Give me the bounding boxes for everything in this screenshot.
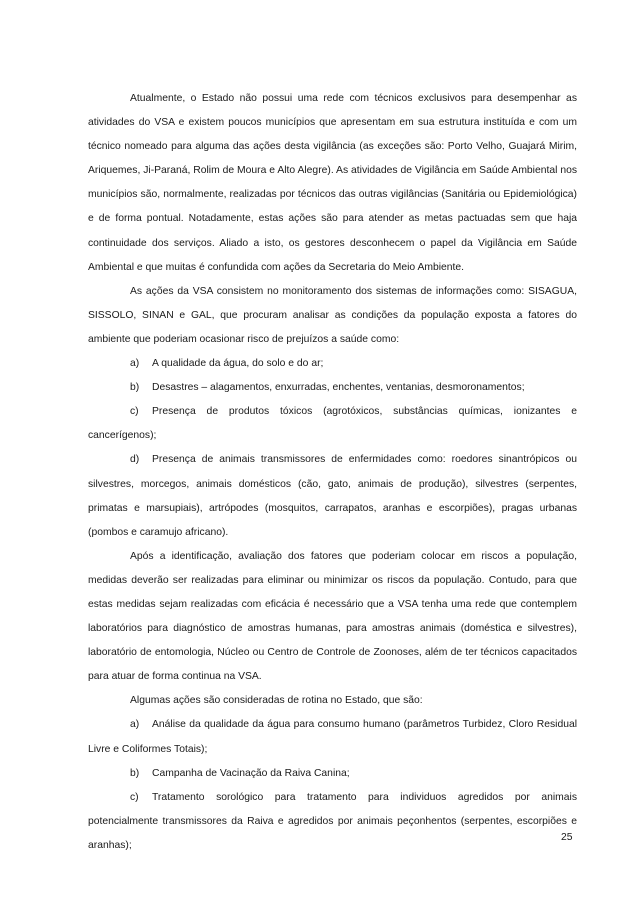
- list-item-text: Presença de animais transmissores de enfermidades como: roedores sinantrópicos ou silvestres, morcegos, animais domésticos (cão, gato, animais de produção), silvestres (serpentes, primatas e marsupiais), artrópodes (mosquitos, carrapatos, aranhas e escorpiões), pragas urbanas (pombos e caramujo africano).: [88, 454, 577, 538]
- list-item-text: Campanha de Vacinação da Raiva Canina;: [152, 767, 350, 779]
- list-item: [88, 376, 577, 400]
- page-body: [88, 87, 577, 858]
- paragraph-vsa-actions: As ações da VSA consistem no monitoramento dos sistemas de informações como: SISAGUA, SISSOLO, SINAN e GAL, que procuram analisar as condições da população exposta a fatores do ambiente que poderiam ocasionar risco de prejuízos a saúde como:: [88, 285, 577, 345]
- list-marker: a): [130, 358, 140, 370]
- list-item-text: Tratamento sorológico para tratamento para individuos agredidos por animais potencialmente transmissores da Raiva e agredidos por animais peçonhentos (serpentes, escorpiões e aranhas);: [88, 791, 577, 851]
- list-item: [88, 352, 577, 376]
- list-item-text: Análise da qualidade da água para consumo humano (parâmetros Turbidez, Cloro Residual Livre e Coliformes Totais);: [88, 719, 577, 755]
- list-item: [88, 713, 577, 761]
- page-number: 25: [561, 832, 573, 843]
- list-item: [88, 786, 577, 858]
- list-item: [88, 762, 577, 786]
- list-marker: c): [130, 406, 139, 418]
- list-item: [88, 448, 577, 544]
- list-item: [88, 400, 577, 448]
- list-marker: b): [130, 382, 140, 394]
- paragraph-vsa-network: Atualmente, o Estado não possui uma rede com técnicos exclusivos para desempenhar as atividades do VSA e existem poucos municípios que apresentam em sua estrutura instituída e com um técnico nomeado para alguma das ações desta vigilância (as exceções são: Porto Velho, Guajará Mirim, Ariquemes, Ji-Paraná, Rolim de Moura e Alto Alegre). As atividades de Vigilância em Saúde Ambiental nos municípios são, normalmente, realizadas por técnicos das outras vigilâncias (Sanitária ou Epidemiológica) e de forma pontual. Notadamente, estas ações são para atender as metas pactuadas sem que haja continuidade dos serviços. Aliado a isto, os gestores desconhecem o papel da Vigilância em Saúde Ambiental e que muitas é confundida com ações da Secretaria do Meio Ambiente.: [88, 93, 577, 273]
- list-marker: b): [130, 767, 140, 779]
- list-item-text: Desastres – alagamentos, enxurradas, enchentes, ventanias, desmoronamentos;: [152, 382, 525, 394]
- list-marker: a): [130, 719, 140, 731]
- list-marker: c): [130, 791, 139, 803]
- list-item-text: A qualidade da água, do solo e do ar;: [152, 358, 324, 370]
- list-marker: d): [130, 454, 140, 466]
- paragraph-routine-actions: Algumas ações são consideradas de rotina no Estado, que são:: [130, 695, 423, 707]
- paragraph-risk-measures: Após a identificação, avaliação dos fatores que poderiam colocar em riscos a população, medidas deverão ser realizadas para eliminar ou minimizar os riscos da população. Contudo, para que estas medidas sejam realizadas com eficácia é necessário que a VSA tenha uma rede que contemplem laboratórios para diagnóstico de amostras humanas, para amostras animais (doméstica e silvestres), laboratório de entomologia, Núcleo ou Centro de Controle de Zoonoses, além de ter técnicos capacitados para atuar de forma continua na VSA.: [88, 550, 577, 683]
- list-item-text: Presença de produtos tóxicos (agrotóxicos, substâncias químicas, ionizantes e cancerígenos);: [88, 406, 577, 442]
